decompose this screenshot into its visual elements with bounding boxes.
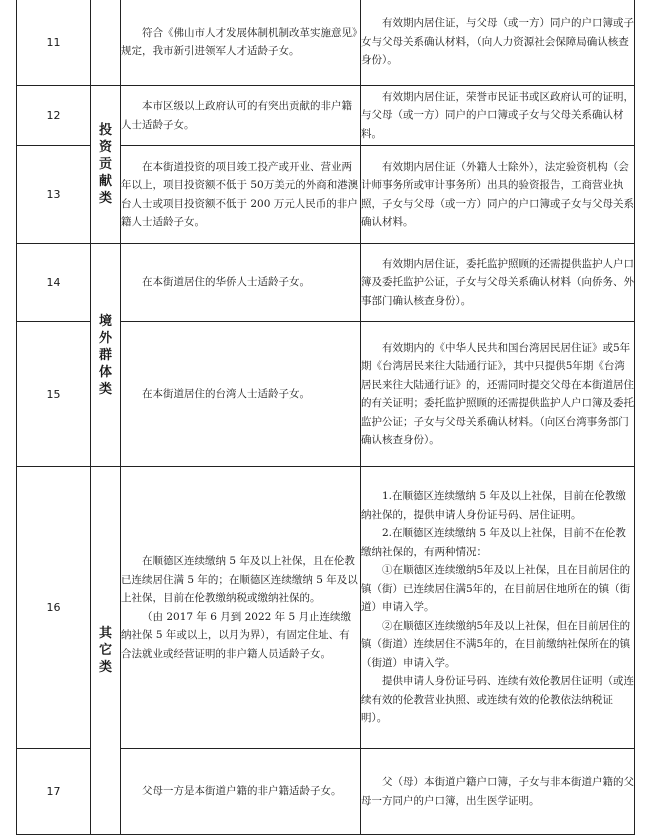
condition-text: 父母一方是本街道户籍的非户籍适龄子女。 [142, 785, 342, 798]
condition-cell [121, 86, 361, 146]
materials-text: ①在顺德区连续缴纳5年及以上社保，且在目前居住的镇（街）已连续居住满5年的，在目前居住地所在的镇（街道）申请入学。 [361, 564, 631, 614]
materials-text: 父（母）本街道户籍户口簿，子女与非本街道户籍的父母一方同户的户口簿，出生医学证明。 [361, 776, 634, 807]
table-row [17, 244, 635, 322]
condition-cell [121, 0, 361, 86]
row-number: 16 [17, 467, 91, 749]
condition-text: 在本街道居住的台湾人士适龄子女。 [142, 387, 310, 400]
materials-text: 有效期内居住证，委托监护照顾的还需提供监护人户口簿及委托监护公证，子女与父母关系确认材料（向侨务、外事部门确认核查身份）。 [361, 257, 634, 307]
row-number: 14 [17, 244, 91, 322]
condition-cell [121, 749, 361, 835]
table-row [17, 86, 635, 146]
materials-text: 2.在顺德区连续缴纳 5 年及以上社保，目前不在伦教缴纳社保的，有两种情况： [361, 527, 626, 558]
condition-cell [121, 146, 361, 244]
materials-cell [361, 146, 635, 244]
admission-conditions-table [16, 0, 635, 835]
category-cell-empty [91, 0, 121, 86]
row-number: 13 [17, 146, 91, 244]
materials-cell [361, 322, 635, 467]
row-number: 12 [17, 86, 91, 146]
materials-text: 有效期内的《中华人民共和国台湾居民居住证》或5年期《台湾居民来往大陆通行证》，其中只提供5年期《台湾居民来往大陆通行证》的，还需同时提交父母在本街道居住的有关证明；委托监护照顾的还需提供监护人户口簿及委托监护公证；子女与父母关系确认材料。（向区台湾事务部门确认核查身份）。 [361, 341, 634, 446]
row-number: 15 [17, 322, 91, 467]
condition-text: （由 2017 年 6 月到 2022 年 5 月止连续缴纳社保 5 年或以上，以月为界），有固定住址、有合法就业或经营证明的非户籍人员适龄子女。 [121, 610, 352, 660]
category-other: 其它类 [91, 467, 121, 835]
materials-text: 有效期内居住证，与父母（或一方）同户的户口簿或子女与父母关系确认材料，（向人力资源社会保障局确认核查身份）。 [361, 17, 634, 67]
materials-cell [361, 467, 635, 749]
condition-text: 在本街道居住的华侨人士适龄子女。 [142, 276, 310, 289]
materials-cell [361, 0, 635, 86]
materials-cell [361, 244, 635, 322]
table-row [17, 467, 635, 749]
table-row [17, 0, 635, 86]
condition-text: 在本街道投资的项目竣工投产或开业、营业两年以上，项目投资额不低于 50万美元的外商和港澳台人士或项目投资额不低于 200 万元人民币的非户籍人士适龄子女。 [121, 160, 359, 228]
row-number: 17 [17, 749, 91, 835]
condition-cell [121, 467, 361, 749]
category-investment: 投资贡献类 [91, 86, 121, 244]
materials-text: 有效期内居住证（外籍人士除外），法定验资机构（会计师事务所或审计事务所）出具的验资报告，工商营业执照，子女与父母（或一方）同户的户口簿或子女与父母关系确认材料。 [361, 160, 634, 228]
condition-text: 符合《佛山市人才发展体制机制改革实施意见》规定，我市新引进领军人才适龄子女。 [121, 26, 358, 57]
condition-cell [121, 322, 361, 467]
category-overseas: 境外群体类 [91, 244, 121, 467]
materials-text: 提供申请人身份证号码、连续有效伦教居住证明（或连续有效的伦教营业执照、或连续有效的伦教依法纳税证明）。 [361, 675, 634, 725]
condition-text: 本市区级以上政府认可的有突出贡献的非户籍人士适龄子女。 [121, 100, 352, 131]
condition-text: 在顺德区连续缴纳 5 年及以上社保，且在伦教已连续居住满 5 年的；在顺德区连续缴纳 5 年及以上社保，目前在伦教缴纳税或缴纳社保的。 [121, 555, 358, 604]
materials-cell [361, 86, 635, 146]
row-number: 11 [17, 0, 91, 86]
materials-text: ②在顺德区连续缴纳5年及以上社保，但在目前居住的镇（街道）连续居住不满5年的，在目前缴纳社保所在的镇（街道）申请入学。 [361, 619, 631, 669]
materials-cell [361, 749, 635, 835]
materials-text: 1.在顺德区连续缴纳 5 年及以上社保，目前在伦教缴纳社保的，提供申请人身份证号码、居住证明。 [361, 490, 626, 521]
condition-cell [121, 244, 361, 322]
materials-text: 有效期内居住证，荣誉市民证书或区政府认可的证明，与父母（或一方）同户的户口簿或子女与父母关系确认材料。 [361, 90, 634, 140]
